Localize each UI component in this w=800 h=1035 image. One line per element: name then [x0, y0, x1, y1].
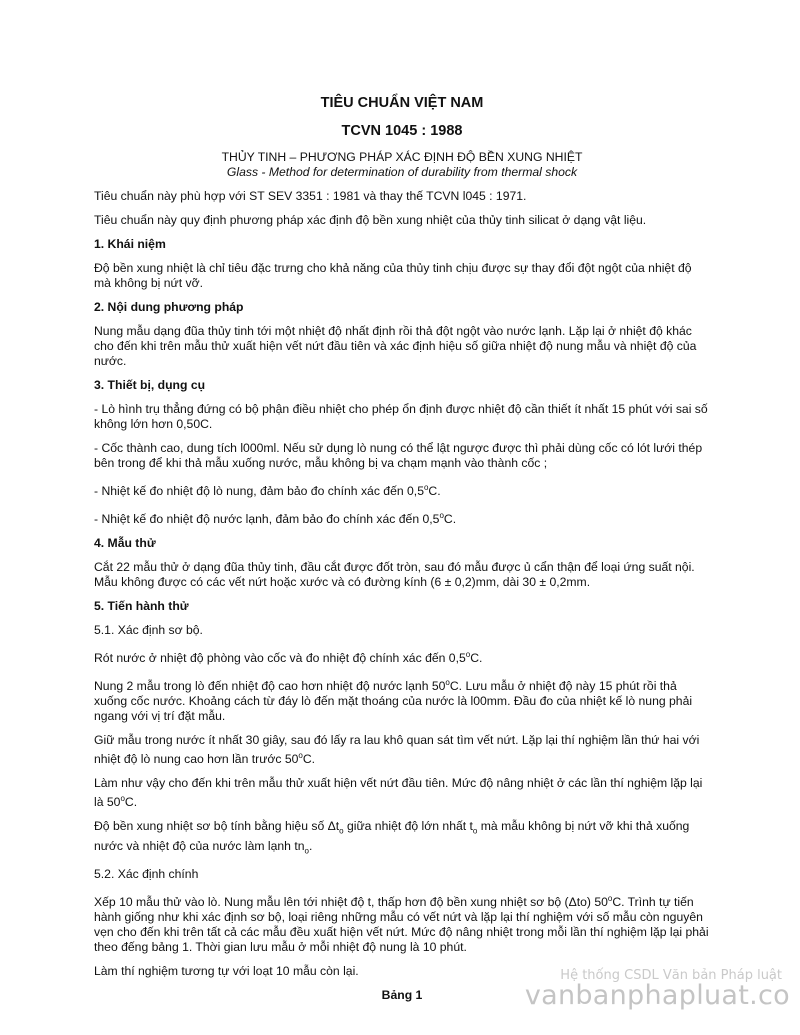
- standard-code: TCVN 1045 : 1988: [341, 123, 463, 139]
- superscript: o: [465, 650, 471, 660]
- section-heading: 4. Mẫu thử: [94, 536, 156, 551]
- paragraph: [94, 891, 710, 955]
- text-run: C.: [443, 512, 457, 527]
- text-run: C.: [124, 795, 138, 810]
- superscript: o: [298, 751, 303, 761]
- text-run: mà mẫu không bị nứt vỡ khi thả xuống nước và nhiệt độ của nước làm lạnh tn: [94, 819, 690, 853]
- text-run: Giữ mẫu trong nước ít nhất 30 giây, sau đó lấy ra lau khô quan sát tìm vết nứt. Lặp lại thí nghiệm lần thứ hai với nhiệt độ lò nung cao hơn lần trước 50: [94, 733, 700, 767]
- superscript: o: [607, 894, 613, 904]
- text-run: giữa nhiệt độ lớn nhất t: [343, 819, 473, 834]
- intro-paragraph: Tiêu chuẩn này phù hợp với ST SEV 3351 : 1981 và thay thế TCVN l045 : 1971.: [94, 189, 527, 203]
- paragraph: [94, 647, 710, 666]
- text-run: Làm như vậy cho đến khi trên mẫu thử xuất hiện vết nứt đầu tiên. Mức độ nâng nhiệt ở các lần thí nghiệm lặp lại là 50: [94, 776, 703, 810]
- subsection-heading: 5.2. Xác định chính: [94, 867, 199, 882]
- text-run: C. Trình tự tiến hành giống như khi xác định sơ bộ, loại riêng những mẫu có vết nứt và lặp lại thí nghiệm với số mẫu còn nguyên vẹn cho đến khi trên tất cả các mẫu đều xuất hiện vết nứt. Mức độ nâng nhiệt trong mỗi lần thí nghiệm lặp lại phải theo đếng bảng 1. Thời gian lưu mẫu ở mỗi nhiệt độ nung là 10 phút.: [94, 895, 709, 955]
- paragraph: [94, 480, 710, 499]
- subscript: o: [304, 846, 309, 856]
- document-title: TIÊU CHUẨN VIỆT NAM: [320, 95, 484, 111]
- table-title: Bảng 1: [381, 988, 423, 1003]
- paragraph: Độ bền xung nhiệt là chỉ tiêu đặc trưng cho khả năng của thủy tinh chịu được sự thay đổi đột ngột của nhiệt độ mà không bị nứt vỡ.: [94, 261, 692, 290]
- subscript: o: [339, 826, 344, 836]
- text-run: Độ bền xung nhiệt sơ bộ tính bằng hiệu số Δt: [94, 819, 340, 834]
- text-run: C.: [302, 752, 316, 767]
- subsection-heading: 5.1. Xác định sơ bộ.: [94, 623, 203, 638]
- text-run: Rót nước ở nhiệt độ phòng vào cốc và đo nhiệt độ chính xác đến 0,5: [94, 651, 466, 666]
- text-run: - Nhiệt kế đo nhiệt độ lò nung, đảm bảo đo chính xác đến 0,5: [94, 484, 424, 499]
- paragraph: [94, 776, 710, 810]
- document-page: [94, 94, 710, 1003]
- superscript: o: [445, 678, 450, 688]
- paragraph: Làm thí nghiệm tương tự với loạt 10 mẫu còn lại.: [94, 964, 359, 979]
- paragraph: - Lò hình trụ thẳng đứng có bộ phận điều nhiệt cho phép ổn định được nhiệt độ cần thiết ít nhất 15 phút với sai số không lớn hơn 0,50C.: [94, 402, 708, 431]
- text-run: Xếp 10 mẫu thử vào lò. Nung mẫu lên tới nhiệt độ t, thấp hơn độ bền xung nhiệt sơ bộ (Δto) 50: [94, 895, 608, 910]
- text-run: Nung 2 mẫu trong lò đến nhiệt độ cao hơn nhiệt độ nước lạnh 50: [94, 679, 446, 694]
- paragraph: [94, 733, 710, 767]
- subscript: o: [472, 826, 478, 836]
- paragraph: Nung mẫu dạng đũa thủy tinh tới một nhiệt độ nhất định rồi thả đột ngột vào nước lạnh. Lặp lại ở nhiệt độ khác cho đến khi trên mẫu thử xuất hiện vết nứt đầu tiên và xác định hiệu số giữa nhiệt độ nung mẫu và nhiệt độ của nước.: [94, 324, 697, 368]
- intro-paragraph: Tiêu chuẩn này quy định phương pháp xác định độ bền xung nhiệt của thủy tinh silicat ở dạng vật liệu.: [94, 213, 647, 227]
- watermark-caption: Hệ thống CSDL Văn bản Pháp luật: [560, 968, 782, 983]
- paragraph: - Cốc thành cao, dung tích l000ml. Nếu sử dụng lò nung có thể lật ngược được thì phải dùng cốc có lót lưới thép bên trong để khi thả mẫu xuống nước, mẫu không bị va chạm mạnh vào thành cốc ;: [94, 441, 703, 470]
- section-heading: 3. Thiết bị, dụng cụ: [94, 378, 206, 392]
- superscript: o: [120, 794, 125, 804]
- text-run: .: [308, 838, 313, 853]
- text-run: C. Lưu mẫu ở nhiệt độ này 15 phút rồi thả xuống cốc nước. Khoảng cách từ đáy lò đến mặt thoáng của nước là l00mm. Đầu đo của nhiệt kế lò nung phải ngang với vị trí đặt mẫu.: [94, 679, 693, 724]
- text-run: - Nhiệt kế đo nhiệt độ nước lạnh, đảm bảo đo chính xác đến 0,5: [94, 512, 440, 527]
- paragraph: Cắt 22 mẫu thử ở dạng đũa thủy tinh, đầu cắt được đốt tròn, sau đó mẫu được ủ cẩn thận để loại ứng suất nội. Mẫu không được có các vết nứt hoặc xước và có đường kính (6 ± 0,2)mm, dài 30 ± 0,2mm.: [94, 560, 695, 590]
- superscript: o: [439, 511, 444, 521]
- text-run: C.: [470, 651, 483, 666]
- section-heading: 2. Nội dung phương pháp: [94, 300, 244, 314]
- subtitle-vietnamese: THỦY TINH – PHƯƠNG PHÁP XÁC ĐỊNH ĐỘ BỀN XUNG NHIỆT: [221, 150, 583, 164]
- watermark-site: vanbanphapluat.co: [524, 980, 790, 1011]
- section-heading: 5. Tiến hành thử: [94, 599, 189, 614]
- paragraph: [94, 819, 710, 858]
- subtitle-english: Glass - Method for determination of durability from thermal shock: [226, 165, 578, 179]
- text-run: C.: [428, 484, 441, 499]
- section-heading: 1. Khái niệm: [94, 237, 166, 251]
- superscript: o: [423, 483, 429, 492]
- paragraph: [94, 675, 710, 724]
- paragraph: [94, 508, 710, 527]
